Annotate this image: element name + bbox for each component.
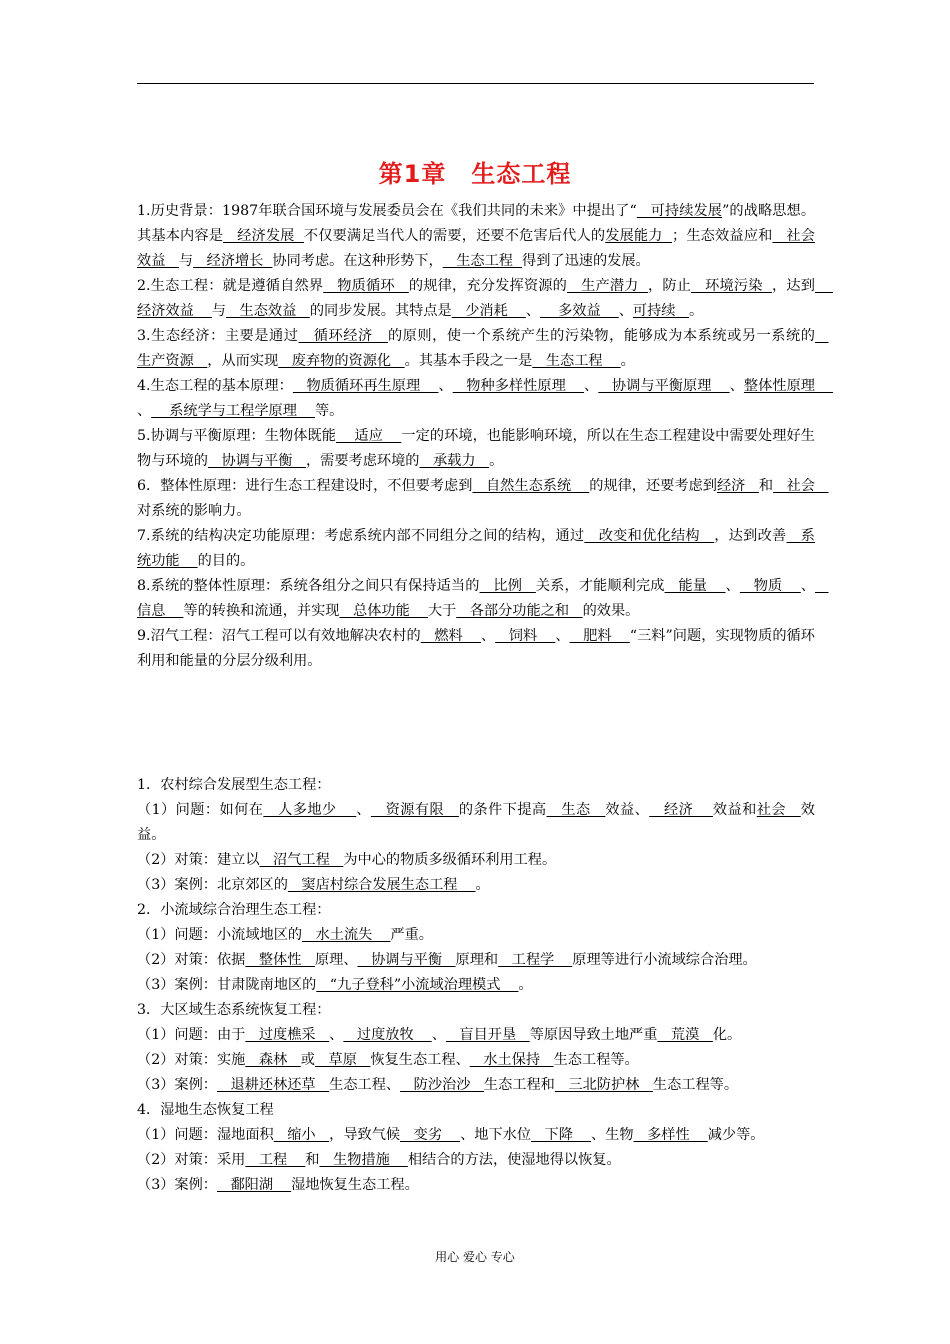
cases-paragraph [137, 998, 815, 1023]
cases-paragraph [137, 873, 815, 898]
cases-paragraph [137, 1048, 815, 1073]
paragraph-text: （1）问题：湿地面积 [137, 1127, 274, 1143]
blank-answer: 协调与平衡原理 [598, 378, 730, 394]
paragraph-text: 和 [305, 1152, 320, 1168]
blank-answer: 工程 [245, 1152, 306, 1168]
theory-paragraph [137, 424, 815, 474]
blank-answer: 饲料 [495, 628, 556, 644]
blank-answer: 过度樵采 [245, 1027, 330, 1043]
paragraph-text: 。其基本手段之一是 [404, 353, 533, 369]
cases-paragraph [137, 773, 815, 798]
theory-paragraph [137, 524, 815, 574]
blank-answer: 荒漠 [657, 1027, 713, 1043]
blank-answer: 物种多样性原理 [452, 378, 585, 394]
blank-answer: 缩小 [273, 1127, 330, 1143]
cases-paragraph [137, 948, 815, 973]
paragraph-text: （2）对策：实施 [137, 1052, 246, 1068]
paragraph-text: 、 [329, 1027, 344, 1043]
paragraph-text: ，防止 [647, 278, 692, 294]
blank-answer: 协调与平衡 [357, 952, 456, 968]
blank-answer: 信息 [137, 578, 829, 619]
blank-answer: 改变和优化结构 [584, 528, 715, 544]
paragraph-text: 7.系统的结构决定功能原理：考虑系统内部不同组分之间的结构，通过 [137, 528, 585, 544]
cases-paragraph [137, 973, 815, 998]
paragraph-text: ；生态效益应和 [671, 228, 773, 244]
blank-answer: 生态工程 [532, 353, 621, 369]
paragraph-text: 、 [584, 378, 599, 394]
cases-paragraph [137, 1073, 815, 1098]
cases-paragraph [137, 1098, 815, 1123]
paragraph-text: 与 [178, 253, 194, 269]
blank-answer: 物质循环 [323, 278, 409, 294]
blank-answer: 水土流失 [302, 927, 391, 943]
page-title: 第1章 生态工程 [378, 160, 572, 188]
paragraph-text: 1．农村综合发展型生态工程： [137, 777, 331, 793]
paragraph-text: 与 [211, 303, 226, 319]
blank-answer: 能量 [664, 578, 726, 594]
blank-answer: 系统功能 [137, 528, 815, 569]
blank-answer: 整体性原理 [743, 378, 834, 394]
blank-answer: 下降 [531, 1127, 591, 1143]
paragraph-text: 相结合的方法，使湿地得以恢复。 [407, 1152, 621, 1168]
blank-answer: 人多地少 [263, 802, 357, 818]
blank-answer: 森林 [245, 1052, 301, 1068]
paragraph-text: ，从而实现 [207, 353, 279, 369]
cases-paragraph [137, 1023, 815, 1048]
paragraph-text: 、地下水位 [460, 1127, 532, 1143]
cases-paragraph [137, 898, 815, 923]
paragraph-text: 化。 [712, 1027, 742, 1043]
paragraph-text: 的同步发展。其特点是 [309, 303, 452, 319]
blank-answer: 承载力 [419, 453, 490, 469]
paragraph-text: 的原则，使一个系统产生的污染物，能够成为本系统或另一系统的 [387, 328, 815, 344]
paragraph-text: 原理等进行小流域综合治理。 [572, 952, 757, 968]
paragraph-text: 。 [489, 453, 504, 469]
paragraph-text: 的效果。 [582, 603, 640, 619]
paragraph-text: 、生物 [590, 1127, 634, 1143]
blank-answer: 肥料 [569, 628, 630, 644]
principles-section [137, 199, 834, 674]
blank-answer: 水土保持 [469, 1052, 554, 1068]
paragraph-text: 5.协调与平衡原理：生物体既能 [137, 428, 337, 444]
theory-paragraph [137, 324, 829, 374]
blank-answer: 鄱阳湖 [216, 1177, 292, 1193]
paragraph-text: 和 [758, 478, 774, 494]
cases-section [137, 773, 815, 1198]
blank-answer: 草原 [314, 1052, 371, 1068]
blank-answer: 沼气工程 [259, 852, 344, 868]
theory-paragraph [137, 374, 834, 424]
blank-answer: 物质 [739, 578, 801, 594]
paragraph-text: 对系统的影响力。 [137, 503, 251, 519]
paragraph-text: 、 [525, 303, 541, 319]
header-rule [137, 83, 814, 84]
blank-answer: 总体功能 [339, 603, 428, 619]
blank-answer: 防沙治沙 [400, 1077, 484, 1093]
blank-answer: 经济增长 [193, 253, 273, 269]
paragraph-text: （2）对策：依据 [137, 952, 246, 968]
paragraph-text: 、 [725, 578, 740, 594]
paragraph-text: 得到了迅速的发展。 [522, 253, 650, 269]
paragraph-text: 、 [555, 628, 570, 644]
blank-answer: 三北防护林 [554, 1077, 653, 1093]
blank-answer: 整体性 [245, 952, 315, 968]
paragraph-text: 大于 [427, 603, 457, 619]
paragraph-text: （3）案例： [137, 1077, 217, 1093]
theory-paragraph [137, 474, 829, 524]
paragraph-text: 不仅要满足当代人的需要，还要不危害后代人的 [303, 228, 606, 244]
paragraph-text: 8.系统的整体性原理：系统各组分之间只有保持适当的 [137, 578, 480, 594]
blank-answer: 比例 [479, 578, 536, 594]
paragraph-text: 的目的。 [197, 553, 255, 569]
paragraph-text: “三料”问题，实现物质的循环利用和能量的分层分级利用。 [137, 628, 815, 669]
cases-paragraph [137, 1123, 815, 1148]
paragraph-text: （2）对策：建立以 [137, 852, 260, 868]
paragraph-text: （3）案例：北京郊区的 [137, 877, 288, 893]
paragraph-text: 原理和 [455, 952, 499, 968]
paragraph-text: 生态工程和 [483, 1077, 555, 1093]
paragraph-text: 或 [300, 1052, 315, 1068]
paragraph-text: 、 [800, 578, 815, 594]
paragraph-text: 效益、 [605, 802, 650, 818]
blank-answer: 社会 [756, 802, 801, 818]
paragraph-text: 效益。 [137, 802, 815, 843]
paragraph-text: 。 [518, 977, 533, 993]
paragraph-text: ，达到改善 [714, 528, 787, 544]
blank-answer: 各部分功能之和 [456, 603, 583, 619]
theory-paragraph [137, 624, 815, 674]
paragraph-text: ”的战略思想。其基本内容是 [137, 203, 816, 244]
paragraph-text: 、 [480, 628, 496, 644]
paragraph-text: 2．小流域综合治理生态工程： [137, 902, 331, 918]
paragraph-text: 3．大区域生态系统恢复工程： [137, 1002, 331, 1018]
blank-answer: 经济效益 [137, 278, 834, 319]
blank-answer: 资源有限 [370, 802, 459, 818]
blank-answer: 经济 [716, 478, 759, 494]
blank-answer: 少消耗 [451, 303, 526, 319]
paragraph-text: （1）问题：由于 [137, 1027, 246, 1043]
paragraph-text: 一定的环境，也能影响环境，所以在生态工程建设中需要处理好生物与环境的 [137, 428, 815, 469]
paragraph-text: 、 [618, 303, 633, 319]
paragraph-text: 、 [137, 403, 152, 419]
blank-answer: 生态工程 [442, 253, 522, 269]
paragraph-text: 生态工程等。 [553, 1052, 639, 1068]
blank-answer: 窦店村综合发展生态工程 [287, 877, 476, 893]
blank-answer: 可持续 [632, 303, 689, 319]
paragraph-text: 效益和 [712, 802, 757, 818]
paragraph-text: 等原因导致土地严重 [529, 1027, 658, 1043]
paragraph-text: 生态工程、 [329, 1077, 401, 1093]
blank-answer: 过度放牧 [343, 1027, 432, 1043]
blank-answer: 环境污染 [691, 278, 773, 294]
blank-answer: 盲目开垦 [445, 1027, 530, 1043]
blank-answer: 变劣 [400, 1127, 461, 1143]
paragraph-text: ，达到 [772, 278, 815, 294]
blank-answer: “九子登科”小流域治理模式 [316, 977, 519, 993]
blank-answer: 社会 [773, 478, 829, 494]
paragraph-text: 4．湿地生态恢复工程 [137, 1102, 274, 1118]
theory-paragraph [137, 199, 815, 274]
blank-answer: 经济发展 [223, 228, 304, 244]
paragraph-text: （1）问题：如何在 [137, 802, 264, 818]
paragraph-text: 生态工程等。 [652, 1077, 739, 1093]
blank-answer: 生产潜力 [566, 278, 648, 294]
blank-answer: 物质循环再生原理 [292, 378, 439, 394]
paragraph-text: 的规律，还要考虑到 [589, 478, 717, 494]
blank-answer: 发展能力 [605, 228, 672, 244]
paragraph-text: 。 [475, 877, 490, 893]
blank-answer: 自然生态系统 [472, 478, 590, 494]
paragraph-text: 、 [431, 1027, 446, 1043]
cases-paragraph [137, 1148, 815, 1173]
paragraph-text: 原理、 [314, 952, 358, 968]
cases-paragraph [137, 923, 815, 948]
paragraph-text: 协同考虑。在这种形势下， [272, 253, 443, 269]
blank-answer: 多效益 [540, 303, 619, 319]
paragraph-text: 恢复生态工程、 [370, 1052, 470, 1068]
paragraph-text: ，导致气候 [329, 1127, 401, 1143]
paragraph-text: 。 [689, 303, 704, 319]
blank-answer: 退耕还林还草 [216, 1077, 330, 1093]
blank-answer: 可持续发展 [636, 203, 723, 219]
paragraph-text: 6．整体性原理：进行生态工程建设时，不但要考虑到 [137, 478, 473, 494]
blank-answer: 生态效益 [226, 303, 310, 319]
paragraph-text: 为中心的物质多级循环利用工程。 [343, 852, 557, 868]
paragraph-text: （3）案例： [137, 1177, 217, 1193]
theory-paragraph [137, 274, 834, 324]
paragraph-text: 的条件下提高 [458, 802, 547, 818]
blank-answer: 工程学 [498, 952, 573, 968]
theory-paragraph [137, 574, 829, 624]
blank-answer: 社会效益 [137, 228, 815, 269]
paragraph-text: 、 [356, 802, 371, 818]
blank-answer: 多样性 [633, 1127, 708, 1143]
blank-answer: 生物措施 [319, 1152, 408, 1168]
paragraph-text: 严重。 [390, 927, 433, 943]
paragraph-text: 等的转换和流通，并实现 [183, 603, 340, 619]
paragraph-text: 等。 [314, 403, 344, 419]
paragraph-text: 减少等。 [707, 1127, 765, 1143]
paragraph-text: 关系，才能顺利完成 [535, 578, 665, 594]
paragraph-text: 、 [729, 378, 744, 394]
blank-answer: 燃料 [420, 628, 481, 644]
cases-paragraph [137, 798, 815, 848]
blank-answer: 生态 [546, 802, 606, 818]
paragraph-text: 2.生态工程：就是遵循自然界 [137, 278, 324, 294]
paragraph-text: 、 [438, 378, 453, 394]
blank-answer: 循环经济 [298, 328, 388, 344]
paragraph-text: （1）问题：小流域地区的 [137, 927, 303, 943]
paragraph-text: 9.沼气工程：沼气工程可以有效地解决农村的 [137, 628, 421, 644]
paragraph-text: （3）案例：甘肃陇南地区的 [137, 977, 317, 993]
blank-answer: 适应 [336, 428, 402, 444]
cases-paragraph [137, 1173, 815, 1198]
paragraph-text: ，需要考虑环境的 [305, 453, 420, 469]
paragraph-text: 。 [620, 353, 635, 369]
paragraph-text: 3.生态经济：主要是通过 [137, 328, 299, 344]
paragraph-text: 湿地恢复生态工程。 [291, 1177, 419, 1193]
paragraph-text: （2）对策：采用 [137, 1152, 246, 1168]
blank-answer: 系统学与工程学原理 [151, 403, 315, 419]
blank-answer: 协调与平衡 [207, 453, 306, 469]
paragraph-text: 4.生态工程的基本原理： [137, 378, 293, 394]
cases-paragraph [137, 848, 815, 873]
paragraph-text: 1.历史背景：1987年联合国环境与发展委员会在《我们共同的未来》中提出了“ [137, 203, 637, 219]
paragraph-text: 的规律，充分发挥资源的 [408, 278, 567, 294]
blank-answer: 生产资源 [137, 328, 829, 369]
page-footer: 用心 爱心 专心 [435, 1250, 515, 1264]
blank-answer: 经济 [649, 802, 713, 818]
blank-answer: 废弃物的资源化 [278, 353, 405, 369]
